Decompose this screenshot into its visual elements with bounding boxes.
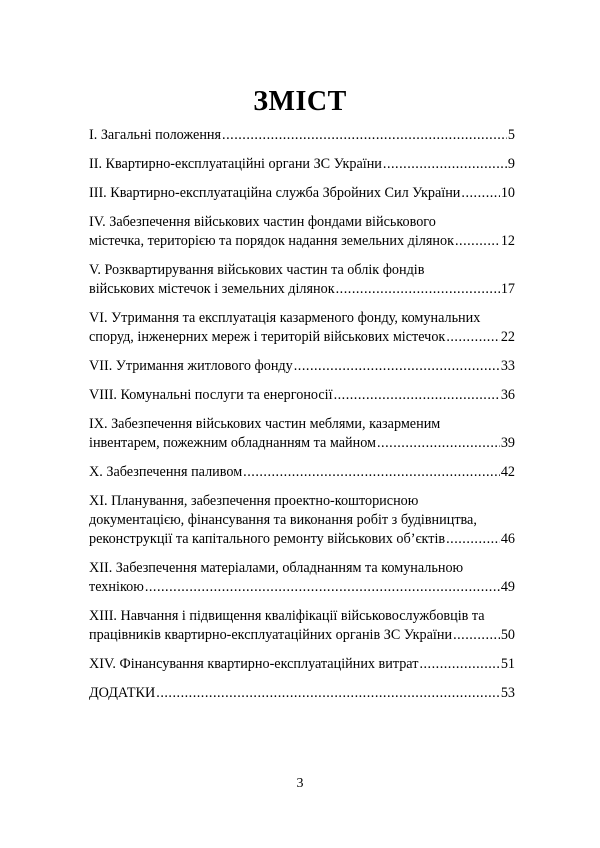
toc-entry-last-line [89, 655, 515, 674]
toc-entry-last-line [89, 626, 515, 645]
dot-leader [156, 684, 500, 703]
toc-entry-text: військових містечок і земельних ділянок [89, 281, 335, 297]
toc-entry-last-line [89, 463, 515, 482]
dot-leader [145, 578, 500, 597]
toc-entry-text: X. Забезпечення паливом [89, 464, 243, 480]
page-title: ЗМІСТ [253, 86, 347, 117]
dot-leader [446, 530, 500, 549]
toc-page-number: 50 [500, 627, 515, 643]
toc-entry-last-line [89, 684, 515, 703]
toc-page-number: 51 [500, 656, 515, 672]
toc-entry[interactable] [89, 655, 515, 674]
toc-entry[interactable] [89, 415, 515, 453]
toc-entry-text-line: XII. Забезпечення матеріалами, обладнанням та комунальною [89, 560, 464, 576]
toc-page-number: 12 [500, 233, 515, 249]
toc-entry[interactable] [89, 386, 515, 405]
toc-entry[interactable] [89, 463, 515, 482]
toc-page-number: 42 [500, 464, 515, 480]
toc-entry-text: споруд, інженерних мереж і територій військових містечок [89, 329, 446, 345]
toc-entry-text: реконструкції та капітального ремонту військових об’єктів [89, 531, 446, 547]
toc-entry-last-line [89, 184, 515, 203]
toc-entry-last-line [89, 386, 515, 405]
dot-leader [383, 155, 507, 174]
toc-entry-text: II. Квартирно-експлуатаційні органи ЗС України [89, 156, 382, 172]
toc-entry-text: VIII. Комунальні послуги та енергоносії [89, 387, 333, 403]
toc-page-number: 22 [500, 329, 515, 345]
toc-entry[interactable] [89, 684, 515, 703]
toc-entry-last-line [89, 280, 515, 299]
table-of-contents [89, 126, 515, 713]
toc-entry-text-line: VI. Утримання та експлуатація казарменого фонду, комунальних [89, 310, 481, 326]
dot-leader [461, 184, 499, 203]
dot-leader [377, 434, 500, 453]
toc-entry[interactable] [89, 155, 515, 174]
toc-page-number: 9 [507, 156, 515, 172]
toc-entry-text: VII. Утримання житлового фонду [89, 358, 293, 374]
toc-entry-last-line [89, 578, 515, 597]
toc-page-number: 10 [500, 185, 515, 201]
toc-entry-text: III. Квартирно-експлуатаційна служба Збройних Сил України [89, 185, 461, 201]
toc-entry-text: ДОДАТКИ [89, 685, 156, 701]
dot-leader [446, 328, 500, 347]
toc-entry-text-line: IV. Забезпечення військових частин фондами військового [89, 214, 436, 230]
toc-entry[interactable] [89, 126, 515, 145]
toc-entry-last-line [89, 328, 515, 347]
dot-leader [419, 655, 499, 674]
dot-leader [455, 232, 500, 251]
toc-entry-text: XIV. Фінансування квартирно-експлуатаційних витрат [89, 656, 419, 672]
toc-entry[interactable] [89, 309, 515, 347]
toc-entry-text-line: IX. Забезпечення військових частин меблями, казарменим [89, 416, 441, 432]
toc-entry[interactable] [89, 261, 515, 299]
toc-entry-text-line: XI. Планування, забезпечення проектно-кошторисною [89, 493, 419, 509]
toc-page-number: 36 [500, 387, 515, 403]
dot-leader [334, 386, 500, 405]
toc-entry-text: інвентарем, пожежним обладнанням та майном [89, 435, 376, 451]
toc-entry[interactable] [89, 184, 515, 203]
toc-entry-last-line [89, 434, 515, 453]
toc-entry-last-line [89, 232, 515, 251]
toc-entry[interactable] [89, 559, 515, 597]
toc-page-number: 17 [500, 281, 515, 297]
toc-entry-text-line: XIII. Навчання і підвищення кваліфікації військовослужбовців та [89, 608, 485, 624]
dot-leader [294, 357, 500, 376]
toc-entry-last-line [89, 155, 515, 174]
toc-entry-text: працівників квартирно-експлуатаційних органів ЗС України [89, 627, 453, 643]
toc-entry[interactable] [89, 213, 515, 251]
toc-entry-text: технікою [89, 579, 144, 595]
toc-entry[interactable] [89, 492, 515, 549]
toc-entry-text: І. Загальні положення [89, 127, 222, 143]
toc-page-number: 53 [500, 685, 515, 701]
toc-page-number: 46 [500, 531, 515, 547]
toc-entry-text: містечка, територією та порядок надання земельних ділянок [89, 233, 454, 249]
toc-page-number: 49 [500, 579, 515, 595]
dot-leader [453, 626, 500, 645]
page-number: 3 [296, 776, 304, 791]
toc-page-number: 5 [507, 127, 515, 143]
dot-leader [336, 280, 500, 299]
dot-leader [222, 126, 507, 145]
toc-entry[interactable] [89, 357, 515, 376]
toc-entry-last-line [89, 530, 515, 549]
toc-page-number: 39 [500, 435, 515, 451]
toc-entry-text-line: V. Розквартирування військових частин та облік фондів [89, 262, 425, 278]
toc-entry-last-line [89, 126, 515, 145]
toc-page-number: 33 [500, 358, 515, 374]
toc-entry-last-line [89, 357, 515, 376]
toc-entry-text-line: документацією, фінансування та виконання робіт з будівництва, [89, 512, 477, 528]
dot-leader [243, 463, 500, 482]
toc-entry[interactable] [89, 607, 515, 645]
